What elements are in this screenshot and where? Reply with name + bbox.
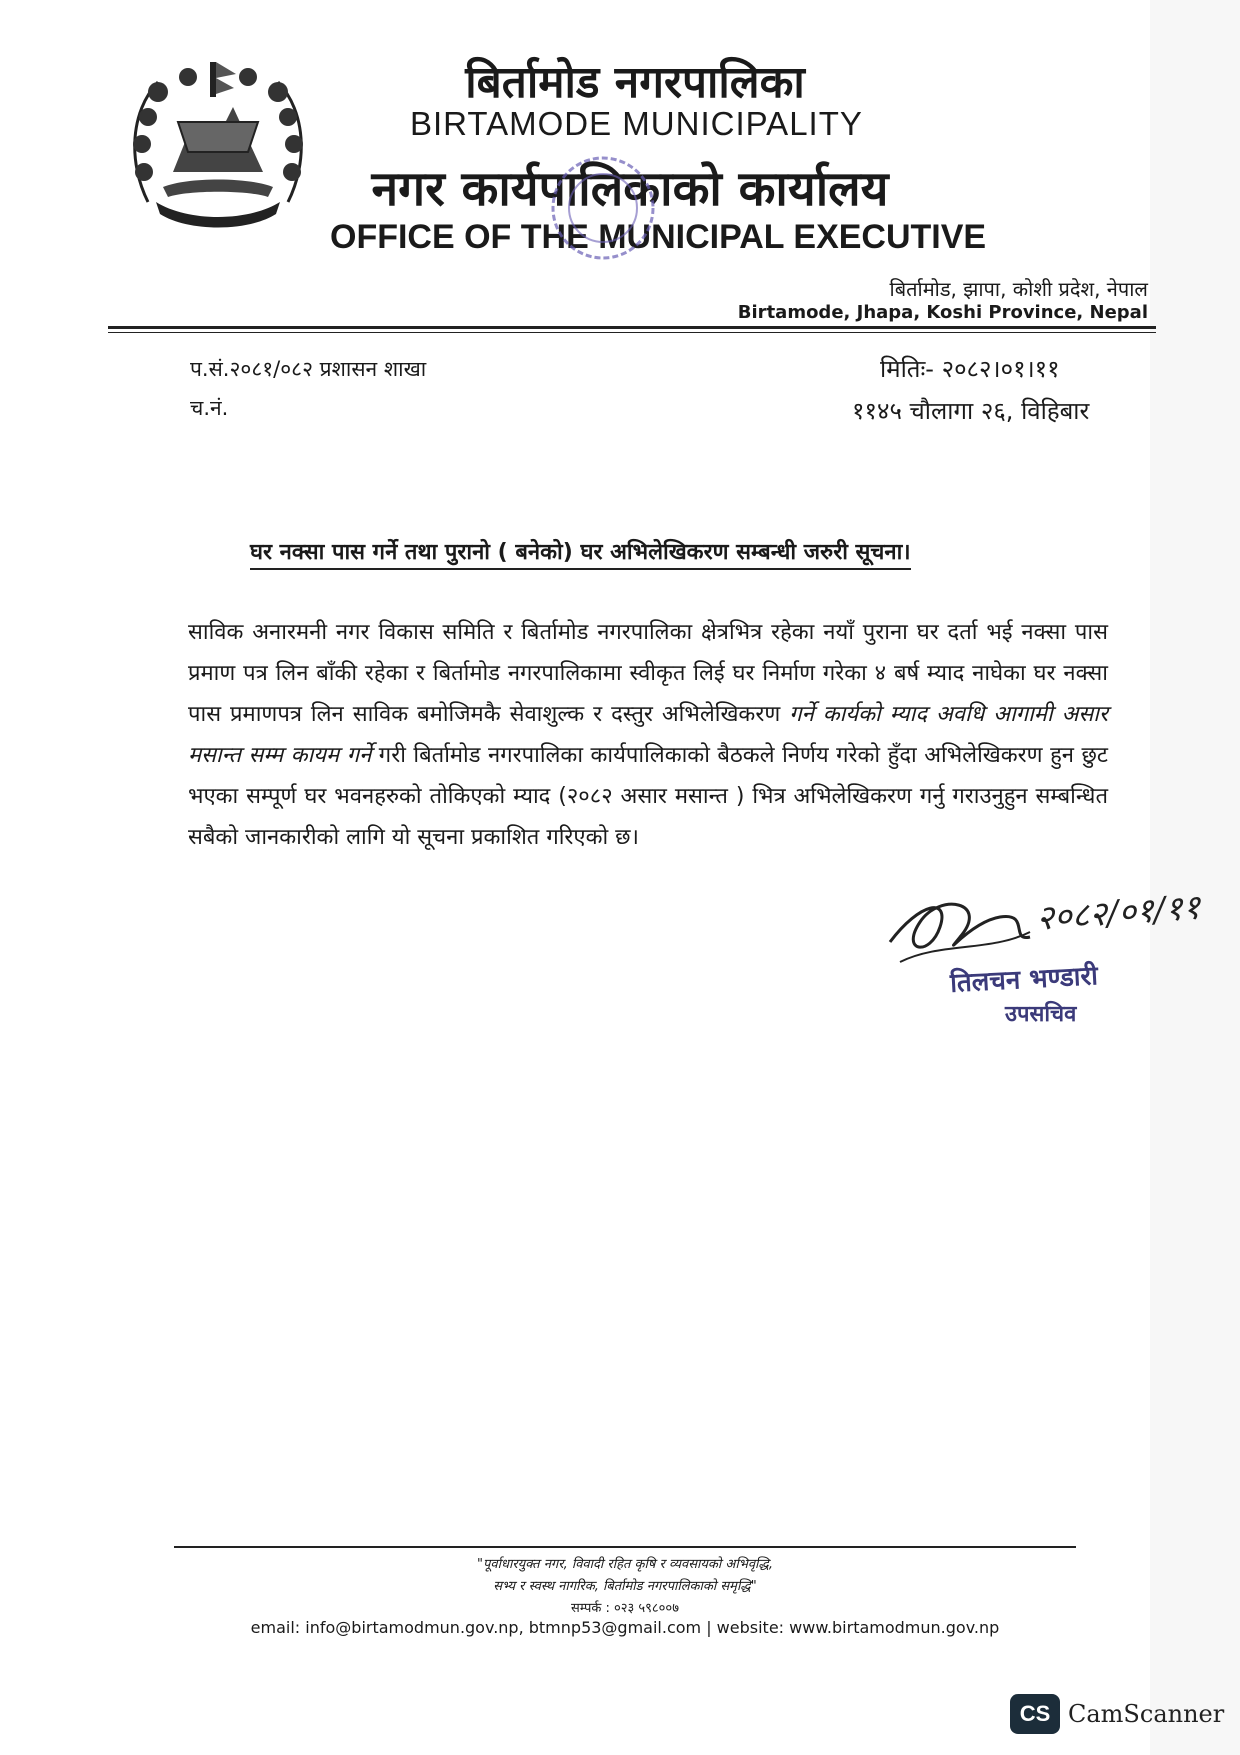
signature-date: २०८२/०१/११	[1034, 887, 1202, 939]
camscanner-label: CamScanner	[1068, 1700, 1225, 1728]
header-rule-thin	[108, 332, 1156, 333]
body-part-3: गरी बिर्तामोड नगरपालिका कार्यपालिकाको बैठकले निर्णय गरेको हुँदा अभिलेखिकरण हुन छुट भएका सम्पूर्ण घर भवनहरुको तोकिएको म्याद (२०८२ असार मसान्त ) भित्र अभिलेखिकरण गर्नु गराउनुहुन सम्बन्धित सबैको जानकारीको लागि यो सूचना प्रकाशित गरिएको छ।	[188, 743, 1109, 850]
signatory-name: तिलचन भण्डारी	[949, 961, 1099, 999]
office-name-en: OFFICE OF THE MUNICIPAL EXECUTIVE	[330, 218, 987, 256]
address-en: Birtamode, Jhapa, Koshi Province, Nepal	[737, 302, 1148, 323]
footer-web: email: info@birtamodmun.gov.np, btmnp53@gmail.com | website: www.birtamodmun.gov.np	[250, 1618, 1000, 1637]
nepal-emblem-icon	[118, 52, 318, 237]
footer-rule	[174, 1546, 1076, 1548]
reference-number: प.सं.२०८१/०८२ प्रशासन शाखा	[190, 357, 427, 381]
address-np: बिर्तामोड, झापा, कोशी प्रदेश, नेपाल	[889, 277, 1148, 301]
office-seal-icon	[548, 128, 658, 288]
footer-slogan-line2: सभ्य र स्वस्थ नागरिक, बिर्तामोड नगरपालिकाको समृद्धि"	[493, 1579, 757, 1594]
body-part-2: गर्ने कार्यको म्याद अवधि आगामी असार मसान्त सम्म कायम गर्ने	[188, 702, 1108, 768]
body-part-1: साविक अनारमनी नगर विकास समिति र बिर्तामोड नगरपालिका क्षेत्रभित्र रहेका नयाँ पुराना घर दर्ता भई नक्सा पास प्रमाण पत्र लिन बाँकी रहेका र बिर्तामोड नगरपालिकामा स्वीकृत लिई घर निर्माण गरेका ४ बर्ष म्याद नाघेका घर नक्सा पास प्रमाणपत्र लिन साविक बमोजिमकै सेवाशुल्क र दस्तुर अभिलेखिकरण	[188, 620, 1108, 727]
notice-subject: घर नक्सा पास गर्ने तथा पुरानो ( बनेको) घर अभिलेखिकरण सम्बन्धी जरुरी सूचना।	[250, 536, 911, 570]
camscanner-logo-icon: CS	[1010, 1694, 1060, 1734]
office-name-np: नगर कार्यपालिकाको कार्यालय	[371, 161, 889, 217]
notice-body	[188, 612, 1108, 858]
header-rule-thick	[108, 326, 1156, 329]
municipality-name-np: बिर्तामोड नगरपालिका	[465, 57, 805, 108]
date-lepcha: ११४५ चौलागा २६, विहिबार	[852, 397, 1090, 425]
municipality-name-en: BIRTAMODE MUNICIPALITY	[410, 105, 863, 142]
date-bs: मितिः- २०८२।०१।११	[880, 355, 1060, 383]
page-edge	[1150, 0, 1240, 1755]
footer-contact: सम्पर्क : ०२३ ५९८००७	[571, 1601, 679, 1616]
dispatch-number: च.नं.	[190, 396, 229, 420]
signatory-title: उपसचिव	[1005, 1002, 1077, 1027]
footer-slogan-line1: "पूर्वाधारयुक्त नगर, विवादी रहित कृषि र व्यवसायको अभिवृद्धि,	[477, 1557, 773, 1572]
